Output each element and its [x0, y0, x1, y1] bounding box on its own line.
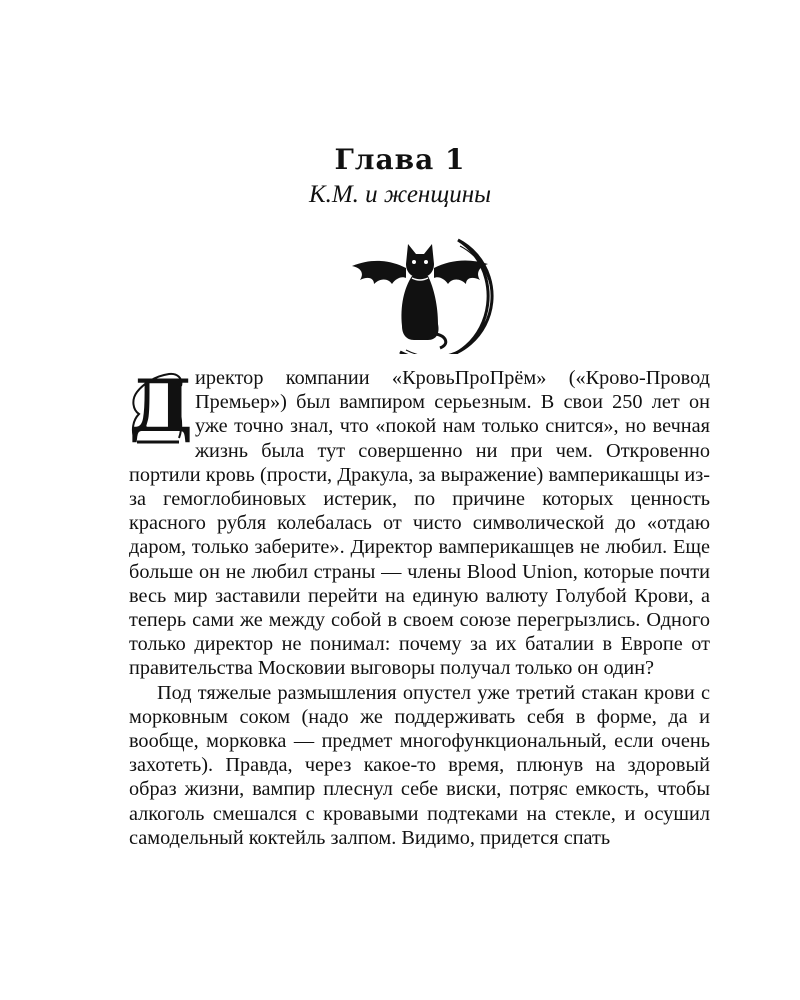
paragraph [129, 681, 710, 850]
drop-cap [129, 363, 194, 448]
paragraph [129, 363, 710, 681]
bat-winged-cat-crescent-moon-icon [340, 234, 500, 354]
chapter-text [129, 363, 710, 850]
drop-cap-letter: Д [129, 363, 194, 448]
paragraph-text: иректор компании «КровьПроПрём» («Крово-Провод Премьер») был вампиром серьезным. В свои 250 лет он уже точно знал, что «покой нам только снится», но вечная жизнь была тут совершенно ни при чем. Откровенно портили кровь (прости, Дракула, за выражение) вамперикашцы из-за гемоглобиновых истерик, по причине которых ценность красного рубля колебалась от чисто символической до «отдаю даром, только заберите». Директор вамперикашцев не любил. Еще больше он не любил страны — члены Blood Union, которые почти весь мир заставили перейти на единую валюту Голубой Крови, а теперь сами же между собой в своем союзе перегрызлись. Одного только директор не понимал: почему за их баталии в Европе от правительства Московии выговоры получал только он один? [129, 367, 710, 680]
chapter-title: К.М. и женщины [308, 181, 492, 208]
chapter-number: Глава 1 [334, 143, 466, 176]
paragraph-text: Под тяжелые размышления опустел уже третий стакан крови с морковным соком (надо же поддерживать себя в форме, да и вообще, морковка — предмет многофункциональный, если очень захотеть). Правда, через какое-то время, плюнув на здоровый образ жизни, вампир плеснул себе виски, потряс емкость, чтобы алкоголь смешался с кровавыми подтеками на стекле, и осушил самодельный коктейль залпом. Видимо, придется спать [129, 681, 710, 849]
